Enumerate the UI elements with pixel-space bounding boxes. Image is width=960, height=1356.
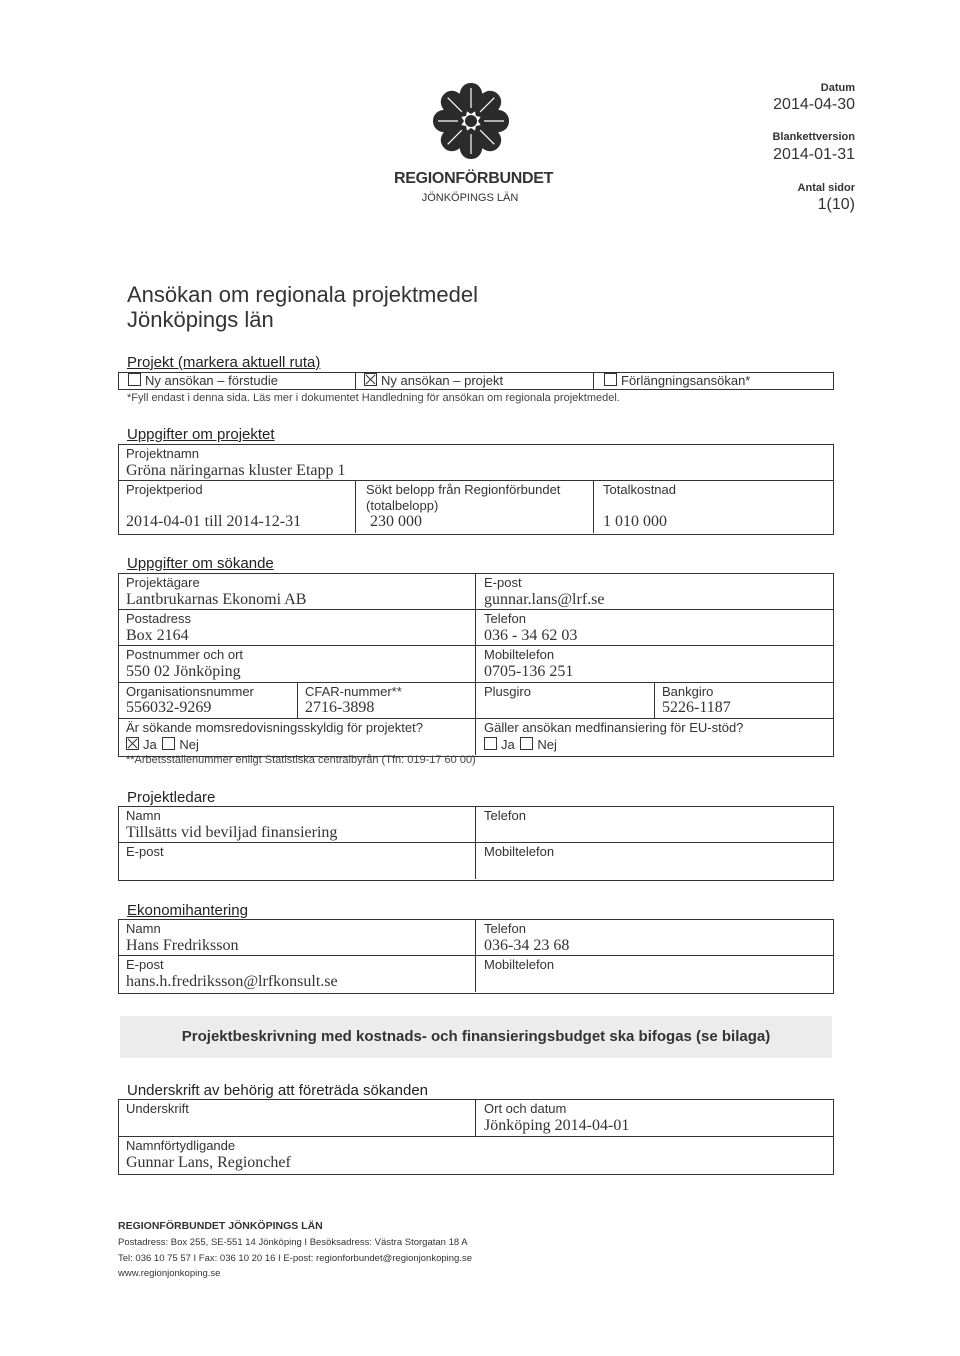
brand-subtitle: JÖNKÖPINGS LÄN xyxy=(421,192,519,204)
projektledare-box xyxy=(118,806,834,881)
uppgifter-projekt-heading: Uppgifter om projektet xyxy=(127,426,275,443)
projektnamn-value[interactable]: Gröna näringarnas kluster Etapp 1 xyxy=(126,462,346,479)
divider xyxy=(355,372,356,389)
projekt-note: *Fyll endast i denna sida. Läs mer i dokumentet Handledning för ansökan om regionala projektmedel. xyxy=(127,392,620,404)
eu-ja-label: Ja xyxy=(501,737,515,752)
ekonomi-telefon-value[interactable]: 036-34 23 68 xyxy=(484,937,570,954)
projektperiod-label: Projektperiod xyxy=(126,482,203,497)
divider xyxy=(297,682,298,718)
ekonomi-namn-label: Namn xyxy=(126,921,161,936)
divider xyxy=(475,806,476,879)
projektledare-mobil-label: Mobiltelefon xyxy=(484,844,555,859)
divider xyxy=(118,480,833,481)
sokt-belopp-value[interactable]: 230 000 xyxy=(370,513,422,530)
eu-question: Gäller ansökan medfinansiering för EU-stöd? xyxy=(484,720,744,735)
sokt-belopp-label: Sökt belopp från Regionförbundet xyxy=(366,482,561,497)
projektledare-telefon-label: Telefon xyxy=(484,808,526,823)
namnfortydligande-label: Namnförtydligande xyxy=(126,1138,236,1153)
bifoga-banner-text: Projektbeskrivning med kostnads- och finansieringsbudget ska bifogas (se bilaga) xyxy=(181,1028,771,1045)
divider xyxy=(654,682,655,718)
projektledare-epost-label: E-post xyxy=(126,844,164,859)
option-projekt[interactable] xyxy=(364,373,503,388)
cfar-note: **Arbetsställenummer enligt Statistiska centralbyrån (Tfn: 019-17 60 00) xyxy=(126,754,476,766)
bankgiro-label: Bankgiro xyxy=(662,684,714,699)
ort-datum-label: Ort och datum xyxy=(484,1101,567,1116)
plusgiro-label: Plusgiro xyxy=(484,684,531,699)
moms-question: Är sökande momsredovisningsskyldig för projektet? xyxy=(126,720,423,735)
postadress-label: Postadress xyxy=(126,611,192,626)
projektnamn-label: Projektnamn xyxy=(126,446,199,461)
postnummer-value[interactable]: 550 02 Jönköping xyxy=(126,663,241,680)
divider xyxy=(593,480,594,533)
option-projekt-label: Ny ansökan – projekt xyxy=(381,373,504,388)
orgnr-label: Organisationsnummer xyxy=(126,684,254,699)
moms-nej-checkbox[interactable] xyxy=(162,737,175,750)
sokande-mobil-label: Mobiltelefon xyxy=(484,647,555,662)
totalkostnad-label: Totalkostnad xyxy=(603,482,676,497)
projekt-heading: Projekt (markera aktuell ruta) xyxy=(127,354,321,371)
sokande-epost-label: E-post xyxy=(484,575,522,590)
ekonomi-heading: Ekonomihantering xyxy=(127,902,248,919)
ekonomi-epost-value[interactable]: hans.h.fredriksson@lrfkonsult.se xyxy=(126,973,338,990)
ekonomi-telefon-label: Telefon xyxy=(484,921,526,936)
orgnr-value[interactable]: 556032-9269 xyxy=(126,699,212,716)
blankett-label: Blankettversion xyxy=(772,131,855,143)
option-forstudie[interactable] xyxy=(128,373,278,388)
eu-ja-checkbox[interactable] xyxy=(484,737,497,750)
page-title: Ansökan om regionala projektmedel xyxy=(127,282,478,307)
antal-sidor-label: Antal sidor xyxy=(797,182,855,194)
eu-nej-checkbox[interactable] xyxy=(520,737,533,750)
moms-ja-label: Ja xyxy=(143,737,157,752)
footer-address: Postadress: Box 255, SE-551 14 Jönköping I Besöksadress: Västra Storgatan 18 A xyxy=(118,1237,468,1248)
totalkostnad-value[interactable]: 1 010 000 xyxy=(603,513,667,530)
cfar-label: CFAR-nummer** xyxy=(305,684,402,699)
option-forlangning-label: Förlängningsansökan* xyxy=(621,373,751,388)
eu-options xyxy=(484,737,557,752)
postnummer-label: Postnummer och ort xyxy=(126,647,244,662)
datum-value: 2014-04-30 xyxy=(773,96,855,113)
projektledare-namn-value[interactable]: Tillsätts vid beviljad finansiering xyxy=(126,824,338,841)
moms-nej-label: Nej xyxy=(179,737,199,752)
moms-ja-checkbox[interactable] xyxy=(126,737,139,750)
page-subtitle: Jönköpings län xyxy=(127,307,274,332)
footer-website[interactable]: www.regionjonkoping.se xyxy=(118,1268,221,1279)
sokande-epost-value[interactable]: gunnar.lans@lrf.se xyxy=(484,591,605,608)
brand-name: REGIONFÖRBUNDET xyxy=(394,170,554,187)
divider xyxy=(475,1099,476,1136)
antal-sidor-value: 1(10) xyxy=(817,196,855,213)
footer-contact: Tel: 036 10 75 57 I Fax: 036 10 20 16 I E-post: regionforbundet@regionjonkoping.se xyxy=(118,1253,472,1264)
divider xyxy=(475,573,476,755)
moms-options xyxy=(126,737,199,752)
eu-nej-label: Nej xyxy=(537,737,557,752)
sokande-telefon-value[interactable]: 036 - 34 62 03 xyxy=(484,627,578,644)
cfar-value[interactable]: 2716-3898 xyxy=(305,699,375,716)
checkbox-projekt[interactable] xyxy=(364,373,377,386)
namnfortydligande-value[interactable]: Gunnar Lans, Regionchef xyxy=(126,1154,291,1171)
ekonomi-mobil-label: Mobiltelefon xyxy=(484,957,555,972)
projektledare-heading: Projektledare xyxy=(127,789,216,806)
checkbox-forlangning[interactable] xyxy=(604,373,617,386)
checkbox-forstudie[interactable] xyxy=(128,373,141,386)
underskrift-label: Underskrift xyxy=(126,1101,189,1116)
option-forlangning[interactable] xyxy=(604,373,750,388)
divider xyxy=(355,480,356,533)
projektagare-label: Projektägare xyxy=(126,575,200,590)
divider xyxy=(593,372,594,389)
footer-org: REGIONFÖRBUNDET JÖNKÖPINGS LÄN xyxy=(118,1220,323,1232)
projektledare-namn-label: Namn xyxy=(126,808,161,823)
projektperiod-value[interactable]: 2014-04-01 till 2014-12-31 xyxy=(126,513,302,530)
projektagare-value[interactable]: Lantbrukarnas Ekonomi AB xyxy=(126,591,307,608)
datum-label: Datum xyxy=(820,82,855,94)
sokande-heading: Uppgifter om sökande xyxy=(127,555,274,572)
sokt-belopp-sublabel: (totalbelopp) xyxy=(366,498,439,513)
option-forstudie-label: Ny ansökan – förstudie xyxy=(145,373,278,388)
ort-datum-value[interactable]: Jönköping 2014-04-01 xyxy=(484,1117,630,1134)
bankgiro-value[interactable]: 5226-1187 xyxy=(662,699,731,716)
sokande-mobil-value[interactable]: 0705-136 251 xyxy=(484,663,574,680)
underskrift-heading: Underskrift av behörig att företräda sökanden xyxy=(127,1082,429,1099)
postadress-value[interactable]: Box 2164 xyxy=(126,627,189,644)
divider xyxy=(118,1136,833,1137)
blankett-value: 2014-01-31 xyxy=(773,146,855,163)
divider xyxy=(475,919,476,992)
ekonomi-namn-value[interactable]: Hans Fredriksson xyxy=(126,937,239,954)
regionforbundet-logo-icon xyxy=(428,78,514,164)
sokande-telefon-label: Telefon xyxy=(484,611,526,626)
ekonomi-epost-label: E-post xyxy=(126,957,164,972)
